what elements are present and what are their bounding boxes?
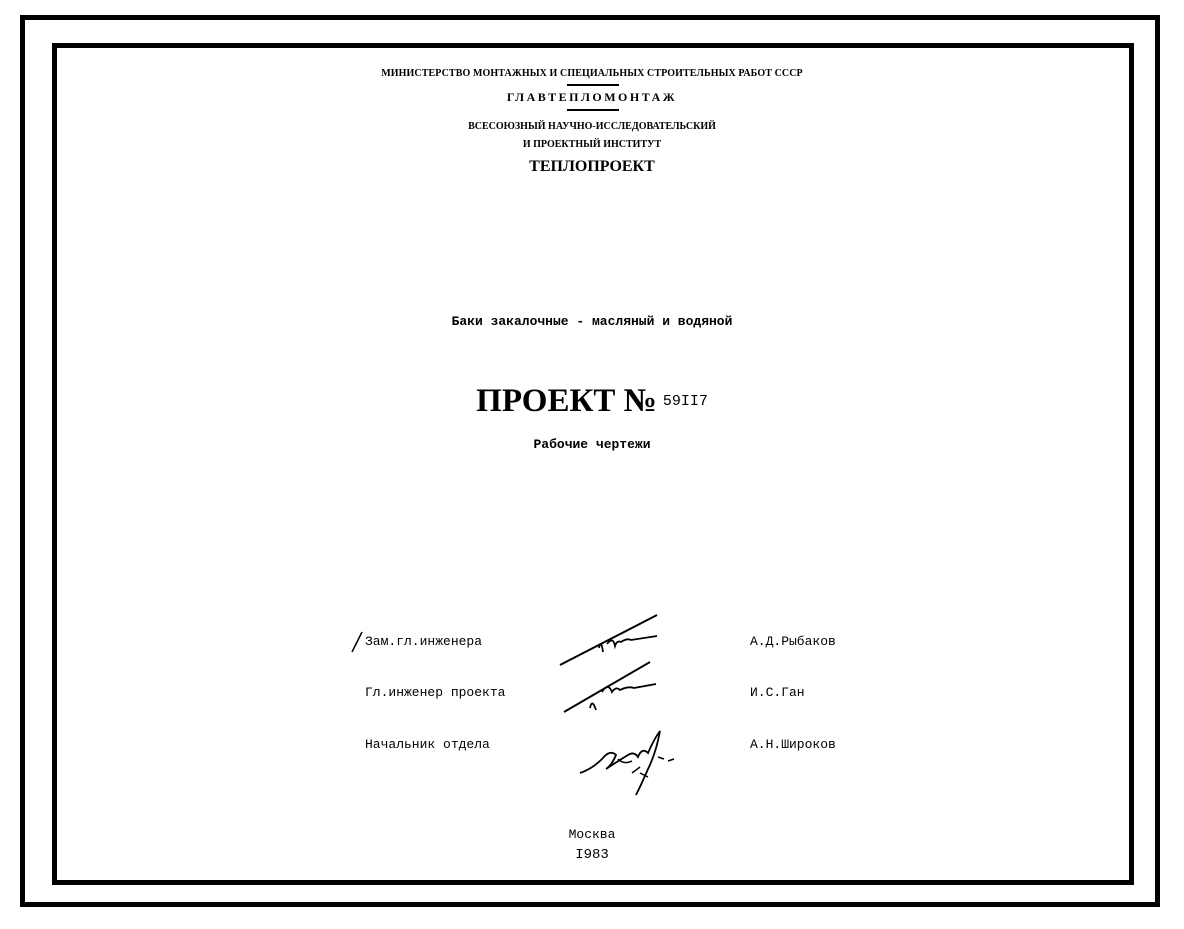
year: I983	[575, 847, 609, 863]
institute-name: ТЕПЛОПРОЕКТ	[529, 158, 655, 175]
ministry-name: МИНИСТЕРСТВО МОНТАЖНЫХ И СПЕЦИАЛЬНЫХ СТРОИТЕЛЬНЫХ РАБОТ СССР	[381, 68, 803, 79]
margin-tick-mark	[350, 630, 364, 654]
project-subtitle: Рабочие чертежи	[533, 437, 651, 452]
header-rule-bottom	[567, 109, 619, 111]
document-subject: Баки закалочные - масляный и водяной	[451, 314, 733, 329]
project-number: 59II7	[662, 393, 708, 410]
city: Москва	[568, 827, 616, 842]
name-project-chief-engineer: И.С.Ган	[750, 685, 805, 700]
role-department-head: Начальник отдела	[365, 737, 490, 752]
project-title	[0, 383, 1184, 420]
signature-3	[572, 725, 692, 800]
name-department-head: А.Н.Широков	[750, 737, 836, 752]
institute-line-1: ВСЕСОЮЗНЫЙ НАУЧНО-ИССЛЕДОВАТЕЛЬСКИЙ	[468, 121, 716, 132]
role-project-chief-engineer: Гл.инженер проекта	[365, 685, 506, 700]
signature-2	[558, 660, 668, 720]
header-rule-top	[567, 84, 619, 86]
name-deputy-chief-engineer: А.Д.Рыбаков	[750, 634, 836, 649]
project-label: ПРОЕКТ №	[476, 383, 657, 419]
role-deputy-chief-engineer: Зам.гл.инженера	[365, 634, 483, 649]
institute-line-2: И ПРОЕКТНЫЙ ИНСТИТУТ	[522, 139, 662, 150]
glavk-name: ГЛАВТЕПЛОМОНТАЖ	[506, 90, 678, 104]
